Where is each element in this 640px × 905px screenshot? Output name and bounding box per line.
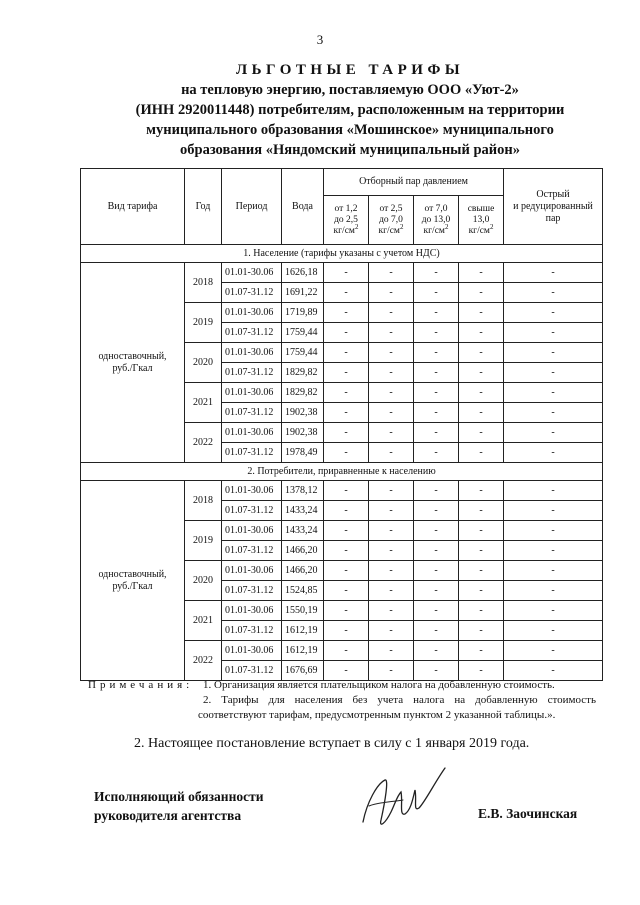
tariff-type-line: одноставочный, xyxy=(98,350,167,362)
empty-tariff-cell: - xyxy=(459,423,504,443)
empty-tariff-cell: - xyxy=(324,323,369,343)
period-cell: 01.01-30.06 xyxy=(222,641,282,661)
signer-position xyxy=(94,787,264,825)
period-cell: 01.01-30.06 xyxy=(222,303,282,323)
empty-tariff-cell: - xyxy=(504,263,603,283)
empty-tariff-cell: - xyxy=(414,363,459,383)
empty-tariff-cell: - xyxy=(504,501,603,521)
section-row xyxy=(81,245,603,263)
empty-tariff-cell: - xyxy=(324,481,369,501)
title-line: образования «Няндомский муниципальный район» xyxy=(180,142,520,158)
period-cell: 01.01-30.06 xyxy=(222,481,282,501)
water-tariff-cell: 1626,18 xyxy=(282,263,324,283)
empty-tariff-cell: - xyxy=(459,363,504,383)
header-tariff-type: Вид тарифа xyxy=(81,169,185,245)
empty-tariff-cell: - xyxy=(324,541,369,561)
empty-tariff-cell: - xyxy=(504,383,603,403)
empty-tariff-cell: - xyxy=(369,501,414,521)
empty-tariff-cell: - xyxy=(504,481,603,501)
header-year: Год xyxy=(185,169,222,245)
year-cell: 2021 xyxy=(185,601,222,641)
period-cell: 01.07-31.12 xyxy=(222,443,282,463)
empty-tariff-cell: - xyxy=(414,383,459,403)
empty-tariff-cell: - xyxy=(369,641,414,661)
header-steam-unit xyxy=(459,222,503,237)
year-cell: 2022 xyxy=(185,423,222,463)
header-steam-col xyxy=(414,196,459,245)
header-sharp-steam xyxy=(504,169,603,245)
empty-tariff-cell: - xyxy=(504,541,603,561)
period-cell: 01.07-31.12 xyxy=(222,501,282,521)
unit-text: кг/см xyxy=(333,225,355,236)
empty-tariff-cell: - xyxy=(459,283,504,303)
empty-tariff-cell: - xyxy=(369,283,414,303)
period-cell: 01.07-31.12 xyxy=(222,403,282,423)
empty-tariff-cell: - xyxy=(414,303,459,323)
year-cell: 2019 xyxy=(185,521,222,561)
note-item: 1. Организация является плательщиком налога на добавленную стоимость. xyxy=(203,679,555,691)
period-cell: 01.07-31.12 xyxy=(222,661,282,681)
period-cell: 01.01-30.06 xyxy=(222,521,282,541)
tariff-type-line: руб./Гкал xyxy=(112,362,153,374)
empty-tariff-cell: - xyxy=(369,561,414,581)
water-tariff-cell: 1433,24 xyxy=(282,501,324,521)
header-period: Период xyxy=(222,169,282,245)
empty-tariff-cell: - xyxy=(504,561,603,581)
unit-sup: 2 xyxy=(444,222,449,231)
water-tariff-cell: 1691,22 xyxy=(282,283,324,303)
empty-tariff-cell: - xyxy=(414,263,459,283)
year-cell: 2018 xyxy=(185,481,222,521)
header-steam-col xyxy=(459,196,504,245)
header-sharp-steam-line: пар xyxy=(545,212,561,224)
year-cell: 2020 xyxy=(185,343,222,383)
water-tariff-cell: 1378,12 xyxy=(282,481,324,501)
unit-text: кг/см xyxy=(378,225,400,236)
header-steam-line: свыше xyxy=(467,203,495,214)
empty-tariff-cell: - xyxy=(369,383,414,403)
tariff-type-cell xyxy=(81,481,185,681)
empty-tariff-cell: - xyxy=(504,363,603,383)
empty-tariff-cell: - xyxy=(369,541,414,561)
empty-tariff-cell: - xyxy=(504,283,603,303)
table-row xyxy=(81,263,603,283)
unit-text: кг/см xyxy=(423,225,445,236)
period-cell: 01.07-31.12 xyxy=(222,363,282,383)
period-cell: 01.01-30.06 xyxy=(222,561,282,581)
water-tariff-cell: 1466,20 xyxy=(282,541,324,561)
header-steam-unit xyxy=(324,222,368,237)
empty-tariff-cell: - xyxy=(414,423,459,443)
empty-tariff-cell: - xyxy=(369,601,414,621)
tariff-type-line: одноставочный, xyxy=(98,568,167,580)
empty-tariff-cell: - xyxy=(369,621,414,641)
signer-name: Е.В. Заочинская xyxy=(478,806,578,821)
unit-sup: 2 xyxy=(489,222,494,231)
note-item: 2. Тарифы для населения без учета налога на добавленную стоимость соответствуют тарифам, предусмотренным пунктом 2 указанной таблицы.». xyxy=(198,694,596,721)
period-cell: 01.07-31.12 xyxy=(222,541,282,561)
empty-tariff-cell: - xyxy=(459,521,504,541)
tariff-type-line: руб./Гкал xyxy=(112,580,153,592)
empty-tariff-cell: - xyxy=(324,581,369,601)
empty-tariff-cell: - xyxy=(369,323,414,343)
title-line: муниципального образования «Мошинское» муниципального xyxy=(146,122,554,138)
period-cell: 01.01-30.06 xyxy=(222,383,282,403)
year-cell: 2019 xyxy=(185,303,222,343)
header-steam-line: от 7,0 xyxy=(424,203,448,214)
water-tariff-cell: 1719,89 xyxy=(282,303,324,323)
empty-tariff-cell: - xyxy=(324,501,369,521)
empty-tariff-cell: - xyxy=(324,521,369,541)
empty-tariff-cell: - xyxy=(459,383,504,403)
empty-tariff-cell: - xyxy=(324,343,369,363)
empty-tariff-cell: - xyxy=(459,621,504,641)
water-tariff-cell: 1433,24 xyxy=(282,521,324,541)
period-cell: 01.07-31.12 xyxy=(222,323,282,343)
empty-tariff-cell: - xyxy=(459,263,504,283)
empty-tariff-cell: - xyxy=(459,581,504,601)
tariff-type-cell xyxy=(81,263,185,463)
handwritten-signature xyxy=(355,762,450,837)
empty-tariff-cell: - xyxy=(414,323,459,343)
empty-tariff-cell: - xyxy=(504,641,603,661)
water-tariff-cell: 1612,19 xyxy=(282,641,324,661)
notes-label: Примечания: xyxy=(88,679,194,691)
empty-tariff-cell: - xyxy=(414,283,459,303)
year-cell: 2018 xyxy=(185,263,222,303)
header-steam-line: до 13,0 xyxy=(421,214,451,225)
empty-tariff-cell: - xyxy=(504,303,603,323)
unit-text: кг/см xyxy=(468,225,490,236)
empty-tariff-cell: - xyxy=(459,501,504,521)
empty-tariff-cell: - xyxy=(324,283,369,303)
header-steam-line: от 2,5 xyxy=(379,203,403,214)
empty-tariff-cell: - xyxy=(324,363,369,383)
title-line: (ИНН 2920011448) потребителям, расположенным на территории xyxy=(135,102,565,118)
water-tariff-cell: 1902,38 xyxy=(282,423,324,443)
empty-tariff-cell: - xyxy=(459,561,504,581)
empty-tariff-cell: - xyxy=(504,443,603,463)
notes-body xyxy=(198,678,596,723)
empty-tariff-cell: - xyxy=(369,581,414,601)
empty-tariff-cell: - xyxy=(504,323,603,343)
header-steam-col xyxy=(324,196,369,245)
empty-tariff-cell: - xyxy=(324,423,369,443)
signer-position-line: руководителя агентства xyxy=(94,808,242,823)
empty-tariff-cell: - xyxy=(459,481,504,501)
empty-tariff-cell: - xyxy=(414,501,459,521)
signer-position-line: Исполняющий обязанности xyxy=(94,789,264,804)
empty-tariff-cell: - xyxy=(369,443,414,463)
empty-tariff-cell: - xyxy=(504,343,603,363)
header-steam-line: до 7,0 xyxy=(379,214,403,225)
period-cell: 01.07-31.12 xyxy=(222,581,282,601)
water-tariff-cell: 1612,19 xyxy=(282,621,324,641)
empty-tariff-cell: - xyxy=(414,481,459,501)
empty-tariff-cell: - xyxy=(459,661,504,681)
header-steam-group: Отборный пар давлением xyxy=(324,169,504,196)
empty-tariff-cell: - xyxy=(324,403,369,423)
empty-tariff-cell: - xyxy=(459,601,504,621)
empty-tariff-cell: - xyxy=(459,443,504,463)
unit-sup: 2 xyxy=(399,222,404,231)
water-tariff-cell: 1676,69 xyxy=(282,661,324,681)
empty-tariff-cell: - xyxy=(324,303,369,323)
empty-tariff-cell: - xyxy=(369,481,414,501)
empty-tariff-cell: - xyxy=(414,641,459,661)
water-tariff-cell: 1829,82 xyxy=(282,383,324,403)
period-cell: 01.07-31.12 xyxy=(222,283,282,303)
empty-tariff-cell: - xyxy=(324,443,369,463)
header-steam-unit xyxy=(414,222,458,237)
empty-tariff-cell: - xyxy=(324,263,369,283)
effective-date-clause: 2. Настоящее постановление вступает в силу с 1 января 2019 года. xyxy=(134,736,530,751)
empty-tariff-cell: - xyxy=(459,303,504,323)
empty-tariff-cell: - xyxy=(504,621,603,641)
water-tariff-cell: 1902,38 xyxy=(282,403,324,423)
empty-tariff-cell: - xyxy=(414,521,459,541)
period-cell: 01.01-30.06 xyxy=(222,343,282,363)
section-row xyxy=(81,463,603,481)
empty-tariff-cell: - xyxy=(369,363,414,383)
year-cell: 2022 xyxy=(185,641,222,681)
empty-tariff-cell: - xyxy=(369,263,414,283)
empty-tariff-cell: - xyxy=(324,383,369,403)
section-title: 1. Население (тарифы указаны с учетом НДС) xyxy=(81,245,603,263)
document-title xyxy=(60,60,640,160)
page-number: 3 xyxy=(316,32,324,47)
water-tariff-cell: 1759,44 xyxy=(282,323,324,343)
water-tariff-cell: 1978,49 xyxy=(282,443,324,463)
empty-tariff-cell: - xyxy=(369,343,414,363)
empty-tariff-cell: - xyxy=(369,423,414,443)
empty-tariff-cell: - xyxy=(414,343,459,363)
water-tariff-cell: 1759,44 xyxy=(282,343,324,363)
empty-tariff-cell: - xyxy=(414,581,459,601)
empty-tariff-cell: - xyxy=(414,621,459,641)
empty-tariff-cell: - xyxy=(369,661,414,681)
header-water: Вода xyxy=(282,169,324,245)
empty-tariff-cell: - xyxy=(414,541,459,561)
title-main: ЛЬГОТНЫЕ ТАРИФЫ xyxy=(235,62,465,78)
empty-tariff-cell: - xyxy=(459,343,504,363)
header-steam-unit xyxy=(369,222,413,237)
empty-tariff-cell: - xyxy=(414,661,459,681)
period-cell: 01.01-30.06 xyxy=(222,601,282,621)
header-sharp-steam-line: Острый xyxy=(536,188,570,200)
empty-tariff-cell: - xyxy=(414,403,459,423)
tariff-table xyxy=(80,168,603,681)
header-steam-line: от 1,2 xyxy=(334,203,358,214)
water-tariff-cell: 1829,82 xyxy=(282,363,324,383)
unit-sup: 2 xyxy=(354,222,359,231)
empty-tariff-cell: - xyxy=(504,403,603,423)
empty-tariff-cell: - xyxy=(324,561,369,581)
empty-tariff-cell: - xyxy=(459,323,504,343)
empty-tariff-cell: - xyxy=(414,443,459,463)
empty-tariff-cell: - xyxy=(504,423,603,443)
empty-tariff-cell: - xyxy=(504,601,603,621)
empty-tariff-cell: - xyxy=(504,521,603,541)
table-row xyxy=(81,481,603,501)
empty-tariff-cell: - xyxy=(414,561,459,581)
empty-tariff-cell: - xyxy=(324,601,369,621)
empty-tariff-cell: - xyxy=(369,403,414,423)
period-cell: 01.07-31.12 xyxy=(222,621,282,641)
header-sharp-steam-line: и редуцированный xyxy=(513,200,593,212)
water-tariff-cell: 1466,20 xyxy=(282,561,324,581)
empty-tariff-cell: - xyxy=(459,641,504,661)
year-cell: 2021 xyxy=(185,383,222,423)
year-cell: 2020 xyxy=(185,561,222,601)
empty-tariff-cell: - xyxy=(369,521,414,541)
empty-tariff-cell: - xyxy=(414,601,459,621)
period-cell: 01.01-30.06 xyxy=(222,263,282,283)
empty-tariff-cell: - xyxy=(324,621,369,641)
empty-tariff-cell: - xyxy=(324,641,369,661)
header-steam-line: до 2,5 xyxy=(334,214,358,225)
table-body xyxy=(81,245,603,681)
empty-tariff-cell: - xyxy=(459,541,504,561)
empty-tariff-cell: - xyxy=(459,403,504,423)
header-steam-col xyxy=(369,196,414,245)
header-steam-line: 13,0 xyxy=(472,214,490,225)
section-title: 2. Потребители, приравненные к населению xyxy=(81,463,603,481)
empty-tariff-cell: - xyxy=(369,303,414,323)
empty-tariff-cell: - xyxy=(504,661,603,681)
title-line: на тепловую энергию, поставляемую ООО «Уют-2» xyxy=(181,82,519,98)
period-cell: 01.01-30.06 xyxy=(222,423,282,443)
empty-tariff-cell: - xyxy=(324,661,369,681)
water-tariff-cell: 1550,19 xyxy=(282,601,324,621)
water-tariff-cell: 1524,85 xyxy=(282,581,324,601)
empty-tariff-cell: - xyxy=(504,581,603,601)
